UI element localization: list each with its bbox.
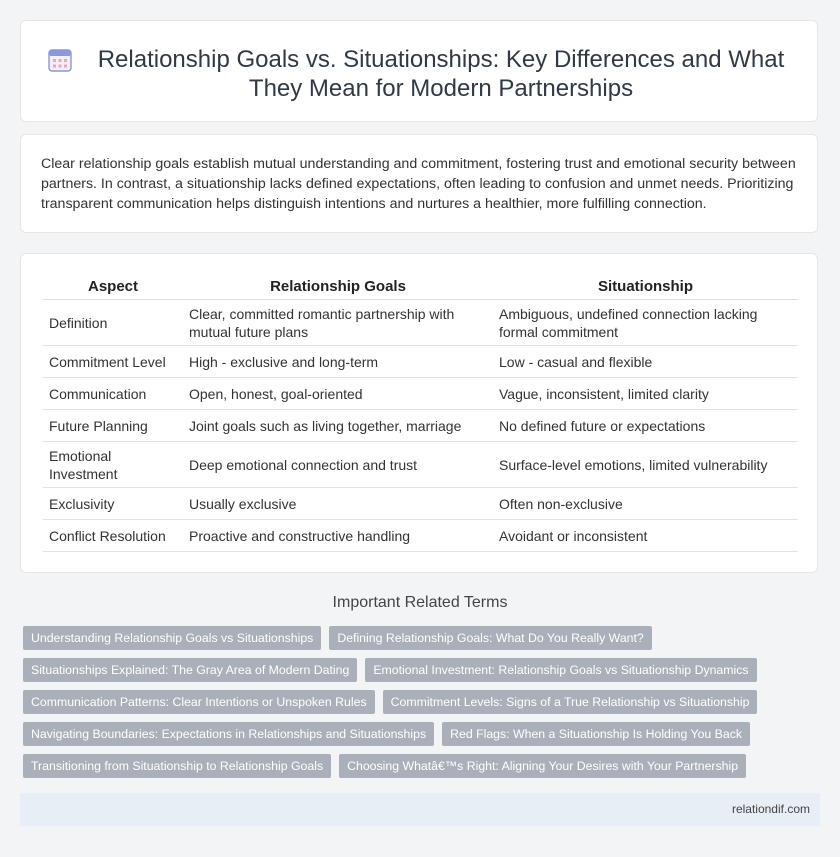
- relationship-goals-cell: Deep emotional connection and trust: [183, 442, 493, 488]
- intro-card: [20, 134, 818, 233]
- aspect-cell: Conflict Resolution: [43, 520, 183, 552]
- relationship-goals-cell: Joint goals such as living together, marriage: [183, 410, 493, 442]
- relationship-goals-cell: High - exclusive and long-term: [183, 346, 493, 378]
- situationship-cell: Often non-exclusive: [493, 488, 798, 520]
- related-term-link[interactable]: Transitioning from Situationship to Relationship Goals: [23, 754, 331, 778]
- aspect-cell: Future Planning: [43, 410, 183, 442]
- related-term-link[interactable]: Understanding Relationship Goals vs Situationships: [23, 626, 321, 650]
- header-situationship: Situationship: [493, 272, 798, 300]
- footer-site-name[interactable]: relationdif.com: [731, 802, 810, 816]
- related-terms-list: [23, 626, 803, 778]
- situationship-cell: Vague, inconsistent, limited clarity: [493, 378, 798, 410]
- footer: [20, 793, 820, 826]
- related-term-link[interactable]: Red Flags: When a Situationship Is Holding You Back: [442, 722, 750, 746]
- related-term-link[interactable]: Situationships Explained: The Gray Area of Modern Dating: [23, 658, 357, 682]
- relationship-goals-cell: Usually exclusive: [183, 488, 493, 520]
- related-term-link[interactable]: Communication Patterns: Clear Intentions or Unspoken Rules: [23, 690, 375, 714]
- calendar-icon: [47, 47, 73, 73]
- related-terms-heading: Important Related Terms: [332, 594, 508, 611]
- table-row: [43, 488, 798, 520]
- header-aspect: Aspect: [43, 272, 183, 300]
- table-row: [43, 378, 798, 410]
- table-header-row: [43, 272, 798, 300]
- aspect-cell: Definition: [43, 300, 183, 346]
- situationship-cell: Surface-level emotions, limited vulnerability: [493, 442, 798, 488]
- relationship-goals-cell: Open, honest, goal-oriented: [183, 378, 493, 410]
- table-row: [43, 300, 798, 346]
- aspect-cell: Exclusivity: [43, 488, 183, 520]
- comparison-table: [43, 272, 798, 552]
- page-title: Relationship Goals vs. Situationships: Key Differences and What They Mean for Modern Partnerships: [97, 46, 785, 102]
- table-row: [43, 520, 798, 552]
- related-term-link[interactable]: Navigating Boundaries: Expectations in Relationships and Situationships: [23, 722, 434, 746]
- table-row: [43, 442, 798, 488]
- situationship-cell: Avoidant or inconsistent: [493, 520, 798, 552]
- related-term-link[interactable]: Defining Relationship Goals: What Do You Really Want?: [329, 626, 651, 650]
- situationship-cell: Ambiguous, undefined connection lacking formal commitment: [493, 300, 798, 346]
- related-term-link[interactable]: Choosing Whatâ€™s Right: Aligning Your Desires with Your Partnership: [339, 754, 746, 778]
- title-card: [20, 20, 818, 122]
- relationship-goals-cell: Proactive and constructive handling: [183, 520, 493, 552]
- table-row: [43, 346, 798, 378]
- comparison-card: [20, 253, 818, 573]
- intro-paragraph: Clear relationship goals establish mutual understanding and commitment, fostering trust and emotional security between partners. In contrast, a situationship lacks defined expectations, often leading to confusion and unmet needs. Prioritizing transparent communication helps distinguish intentions and nurtures a healthier, more fulfilling connection.: [41, 156, 796, 212]
- table-row: [43, 410, 798, 442]
- relationship-goals-cell: Clear, committed romantic partnership with mutual future plans: [183, 300, 493, 346]
- header-relationship-goals: Relationship Goals: [183, 272, 493, 300]
- situationship-cell: Low - casual and flexible: [493, 346, 798, 378]
- aspect-cell: Emotional Investment: [43, 442, 183, 488]
- related-term-link[interactable]: Emotional Investment: Relationship Goals vs Situationship Dynamics: [365, 658, 756, 682]
- related-term-link[interactable]: Commitment Levels: Signs of a True Relationship vs Situationship: [383, 690, 758, 714]
- aspect-cell: Commitment Level: [43, 346, 183, 378]
- aspect-cell: Communication: [43, 378, 183, 410]
- situationship-cell: No defined future or expectations: [493, 410, 798, 442]
